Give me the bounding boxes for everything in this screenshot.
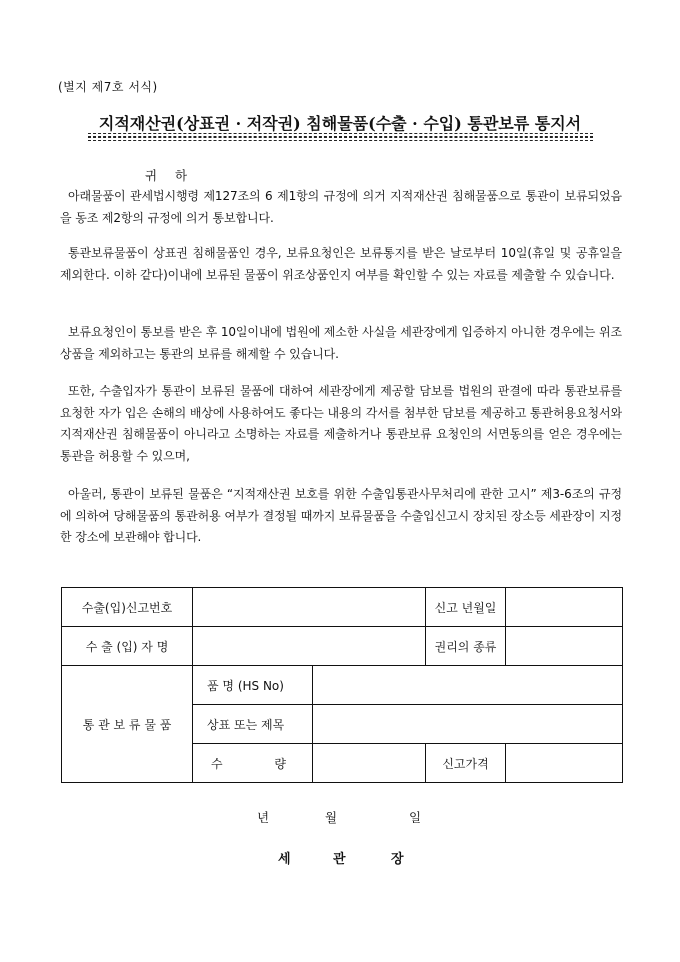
declaration-number-field[interactable] — [193, 588, 426, 627]
notice-paragraph-3: 보류요청인이 통보를 받은 후 10일이내에 법원에 제소한 사실을 세관장에게 입증하지 아니한 경우에는 위조상품을 제외하고는 통관의 보류를 해제할 수 있습니다. — [60, 325, 622, 361]
declared-price-field[interactable] — [506, 744, 623, 783]
quantity-label-part-2: 량 — [274, 756, 286, 771]
held-goods-label: 통 관 보 류 물 품 — [62, 666, 193, 783]
declaration-number-label: 수출(입)신고번호 — [62, 588, 193, 627]
quantity-field[interactable] — [313, 744, 426, 783]
right-type-label: 권리의 종류 — [426, 627, 506, 666]
form-number: (별지 제7호 서식) — [58, 80, 158, 94]
quantity-label — [193, 744, 313, 783]
trademark-title-field[interactable] — [313, 705, 623, 744]
date-day-label: 일 — [409, 810, 422, 825]
declaration-date-field[interactable] — [506, 588, 623, 627]
table-row — [62, 666, 623, 705]
trademark-title-label: 상표 또는 제목 — [193, 705, 313, 744]
document-title: 지적재산권(상표권 · 저작권) 침해물품(수출 · 수입) 통관보류 통지서 — [98, 114, 582, 133]
issuer-char-2: 관 — [333, 852, 346, 867]
item-name-label: 품 명 (HS No) — [193, 666, 313, 705]
notice-paragraph-1: 아래물품이 관세법시행령 제127조의 6 제1항의 규정에 의거 지적재산권 침해물품으로 통관이 보류되었음을 동조 제2항의 규정에 의거 통보합니다. — [60, 189, 622, 225]
table-row — [62, 627, 623, 666]
item-name-field[interactable] — [313, 666, 623, 705]
addressee-line: 귀 하 — [145, 168, 188, 183]
declarant-name-label: 수 출 (입) 자 명 — [62, 627, 193, 666]
right-type-field[interactable] — [506, 627, 623, 666]
date-year-label: 년 — [257, 810, 270, 825]
notice-paragraph-2: 통관보류물품이 상표권 침해물품인 경우, 보류요청인은 보류통지를 받은 날로부터 10일(휴일 및 공휴일을 제외한다. 이하 같다)이내에 보류된 물품이 위조상품인지 여부를 확인할 수 있는 자료를 제출할 수 있습니다. — [60, 246, 622, 282]
issuer-char-1: 세 — [278, 852, 291, 867]
notice-paragraph-4: 또한, 수출입자가 통관이 보류된 물품에 대하여 세관장에게 제공할 담보를 법원의 판결에 따라 통관보류를 요청한 자가 입은 손해의 배상에 사용하여도 좋다는 내용의 각서를 첨부한 담보를 제공하고 통관허용요청서와 지적재산권 침해물품이 아니라고 소명하는 자료를 제출하거나 통관보류 요청인의 서면동의를 얻은 경우에는 통관을 허용할 수 있으며, — [60, 384, 622, 463]
quantity-label-part-1: 수 — [211, 756, 223, 771]
notice-paragraph-5: 아울러, 통관이 보류된 물품은 “지적재산권 보호를 위한 수출입통관사무처리에 관한 고시” 제3-6조의 규정에 의하여 당해물품의 통관허용 여부가 결정될 때까지 보류물품을 수출입신고시 장치된 장소등 세관장이 지정한 장소에 보관해야 합니다. — [60, 487, 622, 544]
table-row — [62, 588, 623, 627]
declared-price-label: 신고가격 — [426, 744, 506, 783]
declarant-name-field[interactable] — [193, 627, 426, 666]
title-underline-bottom — [88, 137, 593, 141]
issuer-char-3: 장 — [391, 852, 404, 867]
declaration-date-label: 신고 년월일 — [426, 588, 506, 627]
date-month-label: 월 — [325, 810, 338, 825]
goods-info-table — [61, 587, 623, 783]
